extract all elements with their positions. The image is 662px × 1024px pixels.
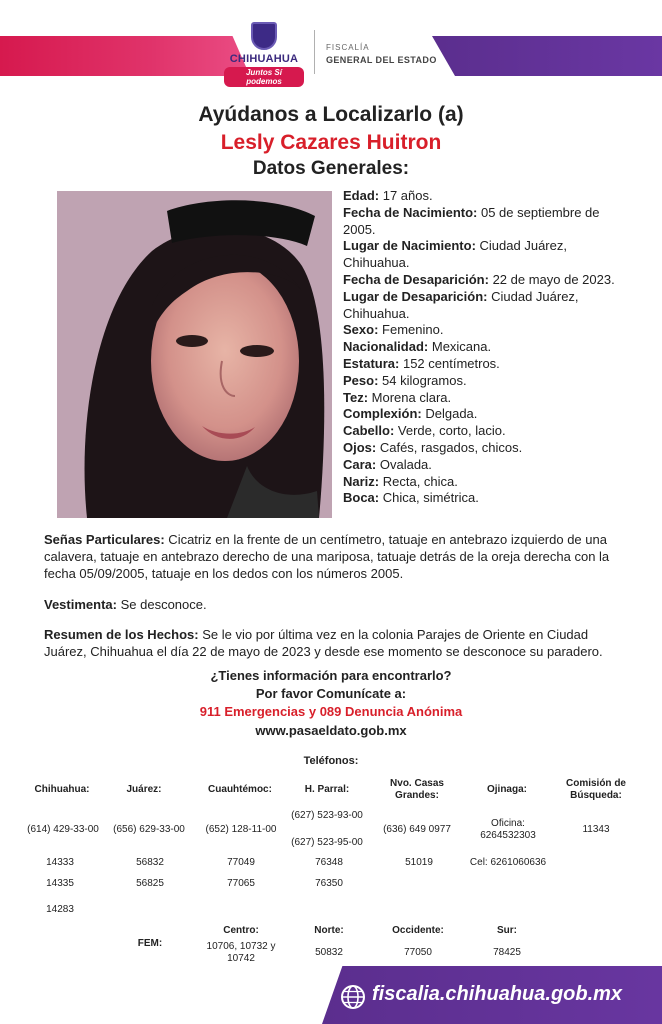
phone-header-nvocasas: Nvo. Casas Grandes: [390, 778, 444, 801]
detail-fecha-desaparicion: Fecha de Desaparición: 22 de mayo de 2023. [343, 271, 615, 287]
phones-title: Teléfonos: [303, 755, 359, 767]
fem-norte-value: 50832 [315, 947, 343, 958]
phone-header-ojinaga: Ojinaga: [486, 784, 527, 795]
phone-comision-main: 11343 [582, 824, 610, 835]
detail-tez: Tez: Morena clara. [343, 389, 452, 405]
phone-ojinaga-office: Oficina: 6264532303 [480, 818, 536, 841]
contact-question: ¿Tienes información para encontrarlo? [210, 668, 452, 683]
ext-juarez-2: 56825 [136, 878, 164, 889]
footer-website[interactable]: fiscalia.chihuahua.gob.mx [372, 983, 623, 1005]
website-link[interactable]: www.pasaeldato.gob.mx [255, 723, 407, 738]
agency-line2: GENERAL DEL ESTADO [326, 55, 437, 65]
agency-line1: FISCALÍA [326, 43, 370, 52]
section-title: Datos Generales: [252, 158, 410, 179]
ext-cuauhtemoc-2: 77065 [227, 878, 255, 889]
ext-parral-2: 76350 [315, 878, 343, 889]
fem-centro-value: 10706, 10732 y 10742 [206, 941, 276, 964]
ext-parral-1: 76348 [315, 857, 343, 868]
phone-nvocasas-main: (636) 649 0977 [383, 824, 451, 835]
ext-chihuahua-3: 14283 [46, 904, 74, 915]
ext-juarez-1: 56832 [136, 857, 164, 868]
phone-ojinaga-cel: Cel: 6261060636 [469, 857, 547, 868]
detail-complexion: Complexión: Delgada. [343, 406, 478, 422]
detail-fecha-nacimiento: Fecha de Nacimiento: 05 de septiembre de 2005. [343, 204, 600, 237]
phone-header-juarez: Juárez: [126, 784, 162, 795]
phone-parral-main-2: (627) 523-95-00 [291, 837, 363, 848]
detail-edad: Edad: 17 años. [343, 188, 433, 203]
detail-estatura: Estatura: 152 centímetros. [343, 355, 500, 371]
detail-sexo: Sexo: Femenino. [343, 322, 444, 338]
senas-particulares: Señas Particulares: Cicatriz en la frente de un centímetro, tatuaje en antebrazo izquierdo de una calavera, tatuaje en antebrazo derecho de una mariposa, tatuaje detrás de la oreja derecha con la fecha 05/09/2005, tatuaje en los dedos con los números 2005. [44, 532, 610, 581]
header-divider [314, 30, 315, 74]
globe-icon [340, 984, 366, 1010]
person-photo [57, 191, 332, 518]
detail-peso: Peso: 54 kilogramos. [343, 372, 467, 388]
chihuahua-logo [224, 22, 304, 90]
phone-parral-main-1: (627) 523-93-00 [291, 810, 363, 821]
phone-header-parral: H. Parral: [304, 784, 350, 795]
resumen-hechos: Resumen de los Hechos: Se le vio por última vez en la colonia Parajes de Oriente en Ciudad Juárez, Chihuahua el día 22 de mayo de 2023 y desde ese momento se desconoce su paradero. [44, 627, 603, 659]
contact-request: Por favor Comunícate a: [255, 686, 407, 701]
fem-occidente-header: Occidente: [392, 925, 444, 936]
logo-state-name: CHIHUAHUA [229, 53, 299, 65]
header-band-magenta [0, 36, 250, 76]
detail-ojos: Ojos: Cafés, rasgados, chicos. [343, 439, 523, 455]
phone-chihuahua-main: (614) 429-33-00 [27, 824, 99, 835]
detail-nacionalidad: Nacionalidad: Mexicana. [343, 339, 492, 355]
fem-occidente-value: 77050 [404, 947, 432, 958]
phone-header-cuauhtemoc: Cuauhtémoc: [208, 784, 272, 795]
fem-norte-header: Norte: [314, 925, 344, 936]
phone-juarez-main: (656) 629-33-00 [113, 824, 185, 835]
fem-sur-value: 78425 [493, 947, 521, 958]
emergency-numbers: 911 Emergencias y 089 Denuncia Anónima [199, 704, 463, 719]
phone-header-comision: Comisión de Búsqueda: [565, 778, 626, 801]
missing-person-name: Lesly Cazares Huitron [220, 131, 442, 154]
phone-cuauhtemoc-main: (652) 128-11-00 [205, 824, 277, 835]
details-list [343, 188, 618, 507]
detail-cabello: Cabello: Verde, corto, lacio. [343, 423, 506, 439]
detail-lugar-desaparicion: Lugar de Desaparición: Ciudad Juárez, Chihuahua. [343, 288, 579, 321]
detail-cara: Cara: Ovalada. [343, 456, 432, 472]
detail-nariz: Nariz: Recta, chica. [343, 473, 458, 489]
ext-chihuahua-1: 14333 [46, 857, 74, 868]
ext-nvocasas-1: 51019 [405, 857, 433, 868]
detail-boca: Boca: Chica, simétrica. [343, 490, 479, 506]
ext-cuauhtemoc-1: 77049 [227, 857, 255, 868]
header-band-purple [432, 36, 662, 76]
fem-label: FEM: [137, 938, 163, 949]
fem-centro-header: Centro: [223, 925, 259, 936]
vestimenta: Vestimenta: Se desconoce. [44, 597, 207, 612]
shield-icon [251, 22, 277, 50]
phone-header-chihuahua: Chihuahua: [34, 784, 90, 795]
logo-tagline: Juntos Sí podemos [224, 67, 304, 87]
fem-sur-header: Sur: [497, 925, 517, 936]
headline: Ayúdanos a Localizarlo (a) [198, 103, 464, 126]
detail-lugar-nacimiento: Lugar de Nacimiento: Ciudad Juárez, Chihuahua. [343, 238, 567, 271]
ext-chihuahua-2: 14335 [46, 878, 74, 889]
